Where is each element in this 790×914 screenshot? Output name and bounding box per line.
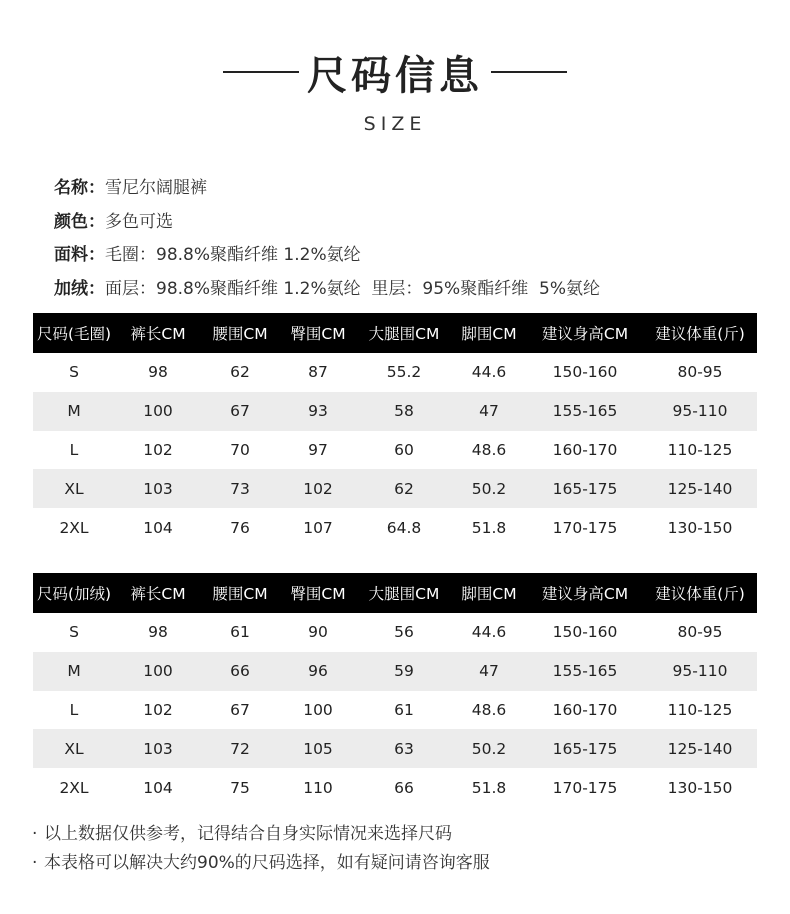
size-table-terry: [33, 313, 757, 547]
table-header-cell: 大腿围CM: [357, 313, 451, 353]
info-value: 面层：98.8%聚酯纤维 1.2%氨纶 里层：95%聚酯纤维 5%氨纶: [105, 278, 600, 299]
table-header-cell: 脚围CM: [451, 573, 527, 613]
table-row: [33, 729, 757, 768]
table-header-cell: 尺码(毛圈): [33, 313, 115, 353]
table-cell: 58: [357, 392, 451, 431]
table-cell: 50.2: [451, 729, 527, 768]
table-cell: 160-170: [552, 440, 618, 459]
table-cell: 72: [201, 729, 279, 768]
table-cell: 44.6: [471, 623, 507, 642]
table-cell: 51.8: [471, 778, 507, 797]
info-row-fabric: [54, 239, 754, 273]
table-cell: 87: [308, 363, 328, 382]
table-cell: 125-140: [643, 729, 757, 768]
table-cell: 95-110: [643, 652, 757, 691]
table-cell: 44.6: [471, 363, 507, 382]
table-header-cell: 尺码(加绒): [33, 573, 115, 613]
table-cell: 59: [357, 652, 451, 691]
table-header-cell: 臀围CM: [279, 573, 357, 613]
table-header-cell: 建议身高CM: [527, 573, 643, 613]
info-key: 名称：: [54, 178, 105, 198]
table-cell: 93: [279, 392, 357, 431]
table-header-cell: 建议体重(斤): [643, 313, 757, 353]
title-left-line: [223, 71, 299, 73]
table-cell: 48.6: [471, 700, 507, 719]
table-cell: 50.2: [451, 469, 527, 508]
size-table-fleece: [33, 573, 757, 807]
note-item: [32, 820, 772, 849]
table-cell: 110-125: [667, 440, 733, 459]
table-cell: 95-110: [643, 392, 757, 431]
table-row: [33, 431, 757, 470]
table-header-cell: 大腿围CM: [357, 573, 451, 613]
table-cell: 70: [230, 440, 250, 459]
table-cell: 102: [143, 440, 173, 459]
table-cell: 60: [394, 440, 414, 459]
table-cell: 90: [308, 623, 328, 642]
table-cell: 47: [451, 652, 527, 691]
info-value: 雪尼尔阔腿裤: [105, 178, 207, 198]
table-cell: 165-175: [527, 469, 643, 508]
table-cell: 55.2: [386, 363, 422, 382]
table-cell: 130-150: [667, 778, 733, 797]
table-cell: 165-175: [527, 729, 643, 768]
table-cell: 160-170: [552, 700, 618, 719]
table-cell: 103: [115, 729, 201, 768]
table-cell: 104: [143, 778, 173, 797]
table-cell: 102: [279, 469, 357, 508]
table-cell: 2XL: [59, 518, 89, 537]
table-cell: 100: [115, 652, 201, 691]
info-key: 颜色：: [54, 211, 105, 232]
table-row: [33, 768, 757, 807]
table-header-row: [33, 573, 757, 613]
table-cell: 100: [115, 392, 201, 431]
product-info: [54, 172, 754, 306]
table-cell: 150-160: [552, 363, 618, 382]
table-cell: 98: [148, 623, 168, 642]
info-value: 多色可选: [105, 211, 173, 232]
table-cell: 100: [303, 700, 333, 719]
table-cell: 56: [394, 623, 414, 642]
table-cell: 96: [279, 652, 357, 691]
table-row: [33, 613, 757, 652]
table-cell: 110: [303, 778, 333, 797]
note-text: 本表格可以解决大约90%的尺码选择，如有疑问请咨询客服: [44, 853, 490, 873]
title-block: [0, 42, 790, 102]
table-cell: 66: [394, 778, 414, 797]
table-row: [33, 392, 757, 431]
table-cell: 105: [279, 729, 357, 768]
table-cell: 61: [394, 700, 414, 719]
table-cell: S: [69, 623, 79, 642]
note-item: [32, 849, 772, 878]
bullet-icon: ·: [32, 824, 38, 844]
table-cell: 62: [230, 363, 250, 382]
table-cell: 61: [230, 623, 250, 642]
table-cell: 130-150: [667, 518, 733, 537]
table-header-cell: 建议身高CM: [527, 313, 643, 353]
table-cell: 104: [143, 518, 173, 537]
table-cell: 66: [201, 652, 279, 691]
table-cell: 155-165: [527, 392, 643, 431]
notes: [32, 820, 772, 878]
table-header-cell: 建议体重(斤): [643, 573, 757, 613]
table-cell: XL: [33, 469, 115, 508]
table-cell: 98: [148, 363, 168, 382]
table-cell: L: [69, 440, 79, 459]
table-cell: 170-175: [552, 518, 618, 537]
table-header-cell: 腰围CM: [201, 573, 279, 613]
table-row: [33, 353, 757, 392]
info-row-color: [54, 206, 754, 240]
table-header-row: [33, 313, 757, 353]
table-cell: 73: [201, 469, 279, 508]
table-cell: 75: [230, 778, 250, 797]
table-header-cell: 裤长CM: [115, 313, 201, 353]
table-cell: 63: [357, 729, 451, 768]
page-title: 尺码信息: [307, 52, 483, 99]
table-cell: 80-95: [677, 623, 723, 642]
table-cell: 97: [308, 440, 328, 459]
table-header-cell: 脚围CM: [451, 313, 527, 353]
table-header-cell: 裤长CM: [115, 573, 201, 613]
page-subtitle: SIZE: [363, 113, 427, 135]
table-row: [33, 691, 757, 730]
table-cell: 107: [303, 518, 333, 537]
info-key: 面料：: [54, 245, 105, 265]
table-cell: 47: [451, 392, 527, 431]
table-cell: 2XL: [59, 778, 89, 797]
table-cell: 170-175: [552, 778, 618, 797]
table-cell: 80-95: [677, 363, 723, 382]
table-cell: 155-165: [527, 652, 643, 691]
table-cell: M: [33, 652, 115, 691]
bullet-icon: ·: [32, 853, 38, 873]
table-row: [33, 652, 757, 691]
table-cell: 62: [357, 469, 451, 508]
table-cell: S: [69, 363, 79, 382]
table-cell: XL: [33, 729, 115, 768]
table-cell: 125-140: [643, 469, 757, 508]
info-row-fleece: [54, 273, 754, 307]
table-cell: L: [69, 700, 79, 719]
table-cell: 48.6: [471, 440, 507, 459]
table-cell: 76: [230, 518, 250, 537]
table-cell: M: [33, 392, 115, 431]
title-right-line: [491, 71, 567, 73]
table-cell: 51.8: [471, 518, 507, 537]
table-cell: 67: [201, 392, 279, 431]
table-cell: 67: [230, 700, 250, 719]
table-row: [33, 508, 757, 547]
table-cell: 64.8: [386, 518, 422, 537]
table-cell: 102: [143, 700, 173, 719]
table-cell: 150-160: [552, 623, 618, 642]
info-value: 毛圈：98.8%聚酯纤维 1.2%氨纶: [105, 245, 361, 265]
info-row-name: [54, 172, 754, 206]
table-cell: 110-125: [667, 700, 733, 719]
table-cell: 103: [115, 469, 201, 508]
table-header-cell: 腰围CM: [201, 313, 279, 353]
table-row: [33, 469, 757, 508]
note-text: 以上数据仅供参考，记得结合自身实际情况来选择尺码: [44, 824, 452, 844]
table-header-cell: 臀围CM: [279, 313, 357, 353]
info-key: 加绒：: [54, 278, 105, 299]
